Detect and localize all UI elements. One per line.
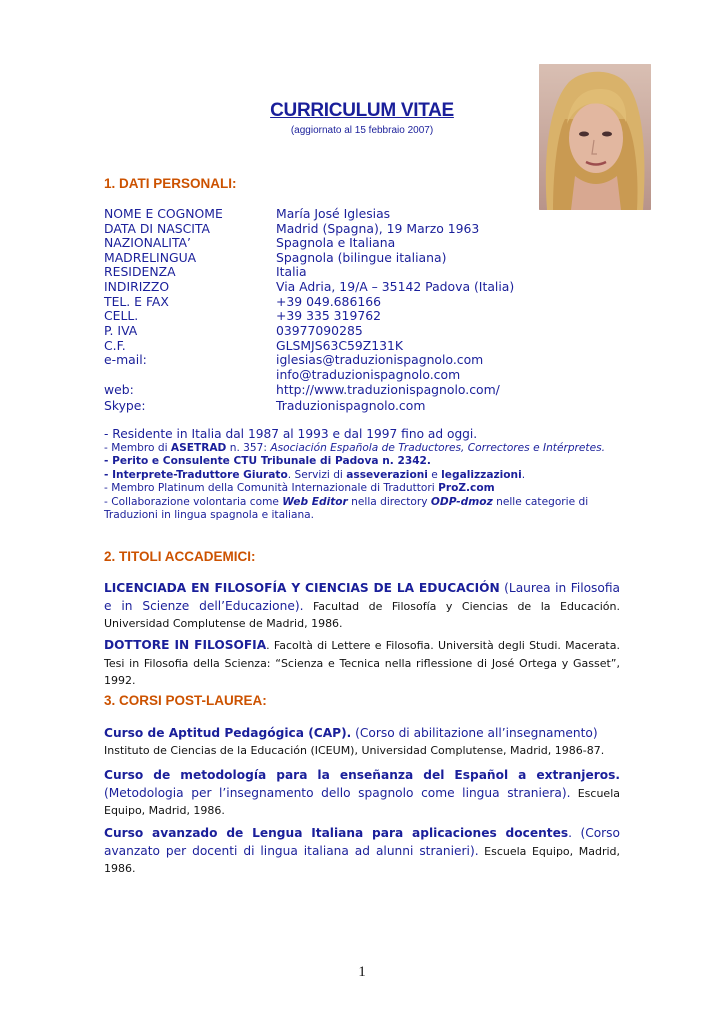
skype-value: Traduzionispagnolo.com	[276, 398, 426, 413]
info-value: 03977090285	[276, 323, 363, 338]
academic-entry: DOTTORE IN FILOSOFIA. Facoltà di Lettere e Filosofia. Università degli Studi. Macerata. Tesi in Filosofia della Scienza: “Scienza e Tecnica nella riflessione di José Ortega y Gasset”, 1992.	[104, 638, 620, 687]
page-subtitle: (aggiornato al 15 febbraio 2007)	[290, 125, 434, 136]
note-interprete: - Interprete-Traduttore Giurato. Servizi di asseverazioni e legalizzazioni.	[104, 468, 526, 481]
info-label: NOME E COGNOME	[104, 206, 223, 221]
info-value: Spagnola e Italiana	[276, 235, 396, 250]
info-label: MADRELINGUA	[104, 250, 197, 265]
info-value: Via Adria, 19/A – 35142 Padova (Italia)	[276, 279, 515, 294]
note-perito: - Perito e Consulente CTU Tribunale di Padova n. 2342.	[104, 455, 431, 468]
info-label: RESIDENZA	[104, 264, 176, 279]
info-label: INDIRIZZO	[104, 279, 170, 294]
course-entry: Curso de metodología para la enseñanza del Español a extranjeros. (Metodologia per l’insegnamento dello spagnolo come lingua straniera). Escuela Equipo, Madrid, 1986.	[104, 768, 620, 817]
note-residence: - Residente in Italia dal 1987 al 1993 e dal 1997 fino ad oggi.	[104, 427, 478, 441]
info-label: CELL.	[104, 308, 139, 323]
personal-notes	[104, 427, 614, 522]
note-asetrad: - Membro di ASETRAD n. 357: Asociación Española de Traductores, Correctores e Intérpretes.	[104, 442, 605, 454]
info-value: Italia	[276, 264, 307, 279]
info-label: NAZIONALITA’	[104, 235, 191, 250]
info-value: GLSMJS63C59Z131K	[276, 338, 404, 353]
info-value: Spagnola (bilingue italiana)	[276, 250, 447, 265]
note-collaboration: - Collaborazione volontaria come Web Editor nella directory ODP-dmoz nelle categorie di Traduzioni in lingua spagnola e italiana.	[104, 495, 589, 522]
page-title: CURRICULUM VITAE	[270, 100, 454, 121]
info-label: DATA DI NASCITA	[104, 221, 210, 236]
section-personal-data: 1. DATI PERSONALI:	[104, 176, 237, 191]
info-label: C.F.	[104, 338, 126, 353]
info-label: web:	[104, 382, 134, 397]
course-entry: Curso avanzado de Lengua Italiana para aplicaciones docentes. (Corso avanzato per docenti di lingua italiana ad alunni stranieri). Escuela Equipo, Madrid, 1986.	[104, 826, 620, 875]
academic-entry: LICENCIADA EN FILOSOFÍA Y CIENCIAS DE LA EDUCACIÓN (Laurea in Filosofia e in Scienze dell’Educazione). Facultad de Filosofía y Ciencias de la Educación. Universidad Complutense de Madrid, 1986.	[104, 581, 621, 630]
info-label: P. IVA	[104, 323, 138, 338]
email-link-2[interactable]: info@traduzionispagnolo.com	[276, 367, 461, 382]
info-label: TEL. E FAX	[104, 294, 169, 309]
info-label: e-mail:	[104, 352, 147, 367]
profile-photo	[539, 64, 651, 210]
info-label: Skype:	[104, 398, 146, 413]
info-value: María José Iglesias	[276, 206, 391, 221]
section-academic-titles: 2. TITOLI ACCADEMICI:	[104, 549, 256, 564]
note-proz: - Membro Platinum della Comunità Internazionale di Traduttori ProZ.com	[104, 482, 495, 495]
info-value: +39 049.686166	[276, 294, 381, 309]
web-link[interactable]: http://www.traduzionispagnolo.com/	[276, 382, 500, 397]
section-postgrad-courses: 3. CORSI POST-LAUREA:	[104, 693, 267, 708]
page-number: 1	[358, 964, 366, 980]
course-entry: Curso de Aptitud Pedagógica (CAP). (Corso di abilitazione all’insegnamento) Instituto de Ciencias de la Educación (ICEUM), Universidad Complutense, Madrid, 1986-87.	[104, 726, 605, 757]
email-link-1[interactable]: iglesias@traduzionispagnolo.com	[276, 352, 484, 367]
info-value: Madrid (Spagna), 19 Marzo 1963	[276, 221, 480, 236]
info-value: +39 335 319762	[276, 308, 381, 323]
